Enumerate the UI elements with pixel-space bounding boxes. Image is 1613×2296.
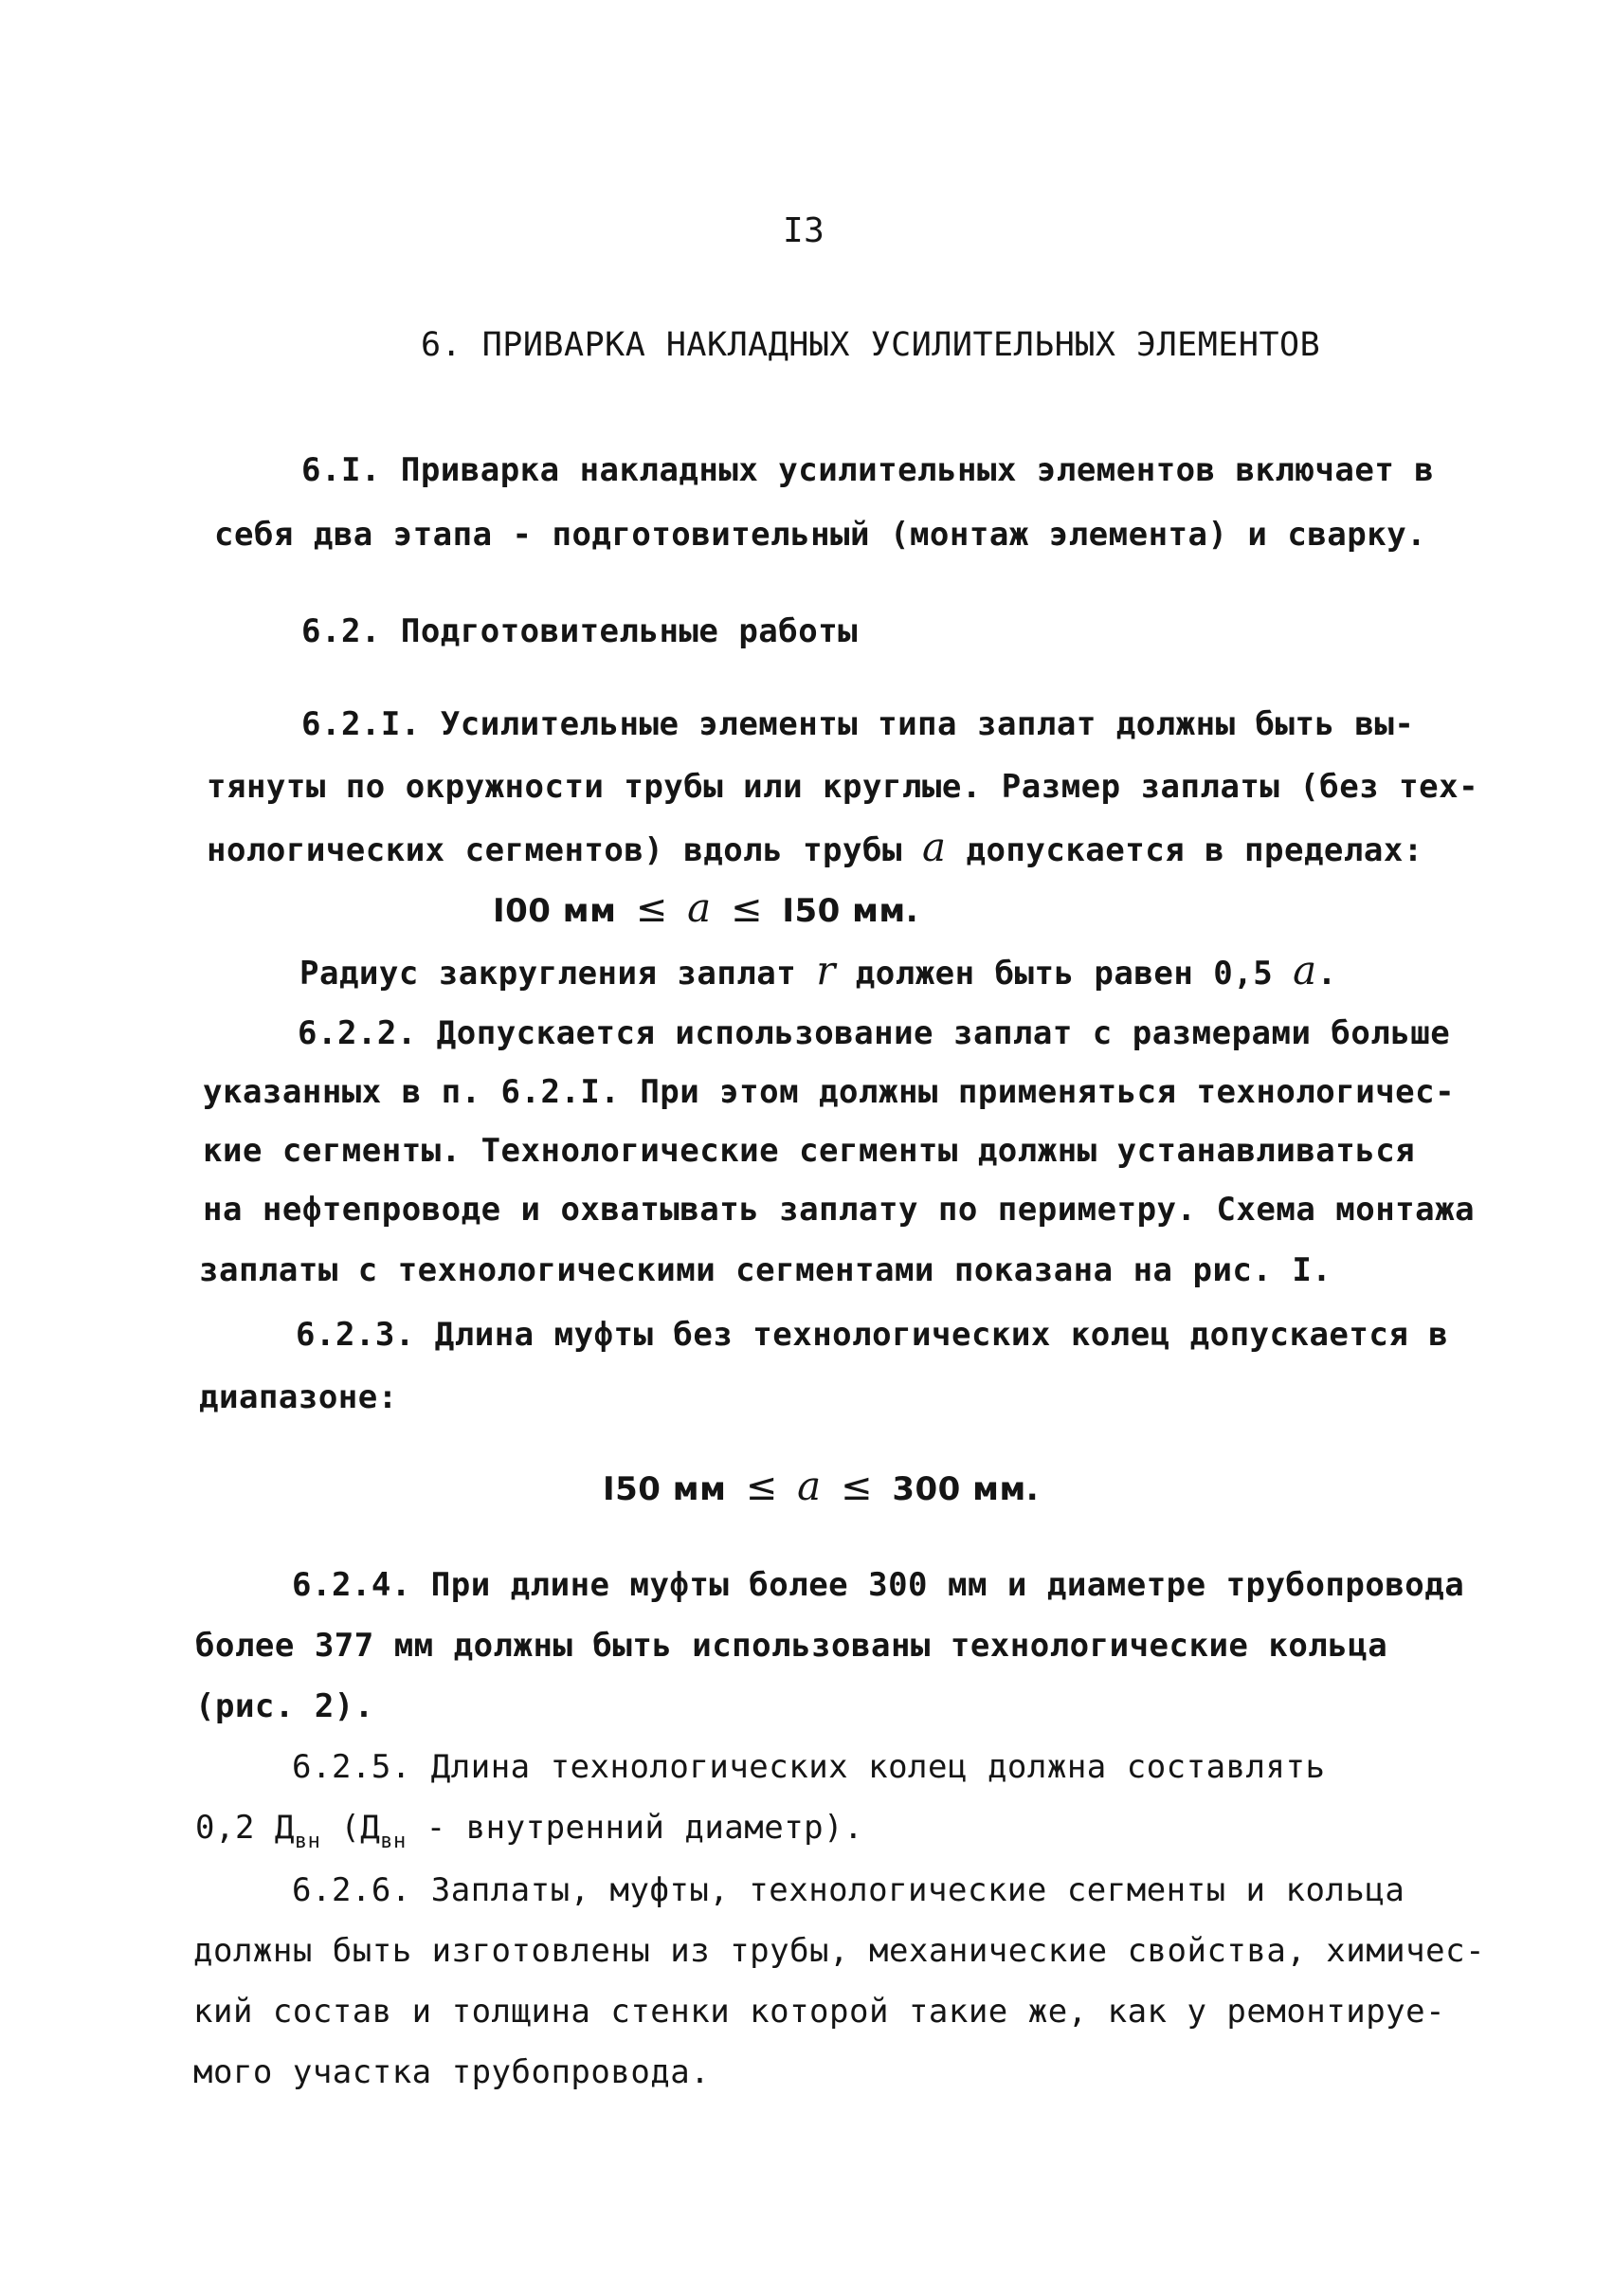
formula-1-variable: a	[687, 884, 712, 931]
paragraph-6-2-6-line-4: мого участка трубопровода.	[193, 2053, 711, 2091]
paragraph-6-2-6-line-2: должны быть изготовлены из трубы, механические свойства, химичес-	[193, 1932, 1486, 1970]
page-number: I3	[783, 211, 825, 250]
line-3-text-end: допускается в пределах:	[966, 831, 1423, 869]
less-equal-symbol: ≤	[635, 887, 668, 931]
variable-r: r	[816, 947, 836, 993]
definition-open: (Д	[320, 1809, 381, 1847]
paragraph-6-2-1-line-2: тянуты по окружности трубы или круглые. Размер заплаты (без тех-	[207, 768, 1479, 806]
formula-2-variable: a	[797, 1463, 822, 1509]
paragraph-6-2-2-line-2: указанных в п. 6.2.I. При этом должны применяться технологичес-	[203, 1073, 1456, 1111]
line-3-text-start: нологических сегментов) вдоль трубы	[207, 831, 902, 869]
paragraph-6-2-5-line-2	[195, 1807, 863, 1863]
paragraph-6-1-line-1: 6.I. Приварка накладных усилительных элементов включает в	[301, 451, 1435, 489]
paragraph-6-2-2-line-3: кие сегменты. Технологические сегменты должны устанавливаться	[203, 1132, 1416, 1170]
radius-text-middle: должен быть равен 0,5	[855, 955, 1274, 993]
formula-patch-size	[493, 884, 919, 932]
variable-a: a	[1293, 947, 1317, 993]
radius-line	[299, 947, 1337, 994]
paragraph-6-2-6-line-1: 6.2.6. Заплаты, муфты, технологические сегменты и кольца	[292, 1871, 1405, 1909]
paragraph-6-2-2-line-4: на нефтепроводе и охватывать заплату по периметру. Схема монтажа	[203, 1191, 1476, 1229]
radius-text-start: Радиус закругления заплат	[299, 955, 797, 993]
formula-2-upper-bound: 300 мм.	[892, 1470, 1040, 1508]
paragraph-6-1-line-2: себя два этапа - подготовительный (монтаж элемента) и сварку.	[214, 516, 1427, 554]
radius-text-end: .	[1316, 955, 1337, 993]
paragraph-6-2-2-line-5: заплаты с технологическими сегментами показана на рис. I.	[199, 1251, 1332, 1289]
coefficient-text: 0,2 Д	[195, 1809, 295, 1847]
formula-2-lower-bound: I50 мм	[603, 1470, 727, 1508]
subscript-vn: вн	[294, 1830, 321, 1853]
less-equal-symbol: ≤	[840, 1466, 873, 1509]
paragraph-6-2-2-line-1: 6.2.2. Допускается использование заплат с размерами больше	[298, 1014, 1451, 1052]
subsection-heading-6-2: 6.2. Подготовительные работы	[301, 612, 859, 650]
section-heading: 6. ПРИВАРКА НАКЛАДНЫХ УСИЛИТЕЛЬНЫХ ЭЛЕМЕНТОВ	[421, 326, 1321, 364]
paragraph-6-2-4-line-1: 6.2.4. При длине муфты более 300 мм и диаметре трубопровода	[292, 1566, 1465, 1604]
paragraph-6-2-4-line-2: более 377 мм должны быть использованы технологические кольца	[195, 1627, 1388, 1665]
less-equal-symbol: ≤	[730, 887, 763, 931]
formula-1-lower-bound: I00 мм	[493, 892, 617, 930]
less-equal-symbol: ≤	[745, 1466, 778, 1509]
paragraph-6-2-4-line-3: (рис. 2).	[195, 1687, 374, 1725]
subscript-vn: вн	[380, 1830, 407, 1853]
variable-a: a	[921, 824, 947, 870]
paragraph-6-2-5-line-1: 6.2.5. Длина технологических колец должна составлять	[292, 1748, 1326, 1786]
paragraph-6-2-1-line-1: 6.2.I. Усилительные элементы типа заплат должны быть вы-	[301, 705, 1415, 743]
formula-sleeve-length	[603, 1463, 1040, 1510]
paragraph-6-2-6-line-3: кий состав и толщина стенки которой такие же, как у ремонтируе-	[193, 1993, 1446, 2031]
paragraph-6-2-1-line-3	[207, 824, 1423, 871]
paragraph-6-2-3-line-1: 6.2.3. Длина муфты без технологических колец допускается в	[296, 1316, 1449, 1354]
paragraph-6-2-3-line-2: диапазоне:	[199, 1378, 398, 1416]
definition-text: - внутренний диаметр).	[406, 1809, 864, 1847]
formula-1-upper-bound: I50 мм.	[782, 892, 919, 930]
